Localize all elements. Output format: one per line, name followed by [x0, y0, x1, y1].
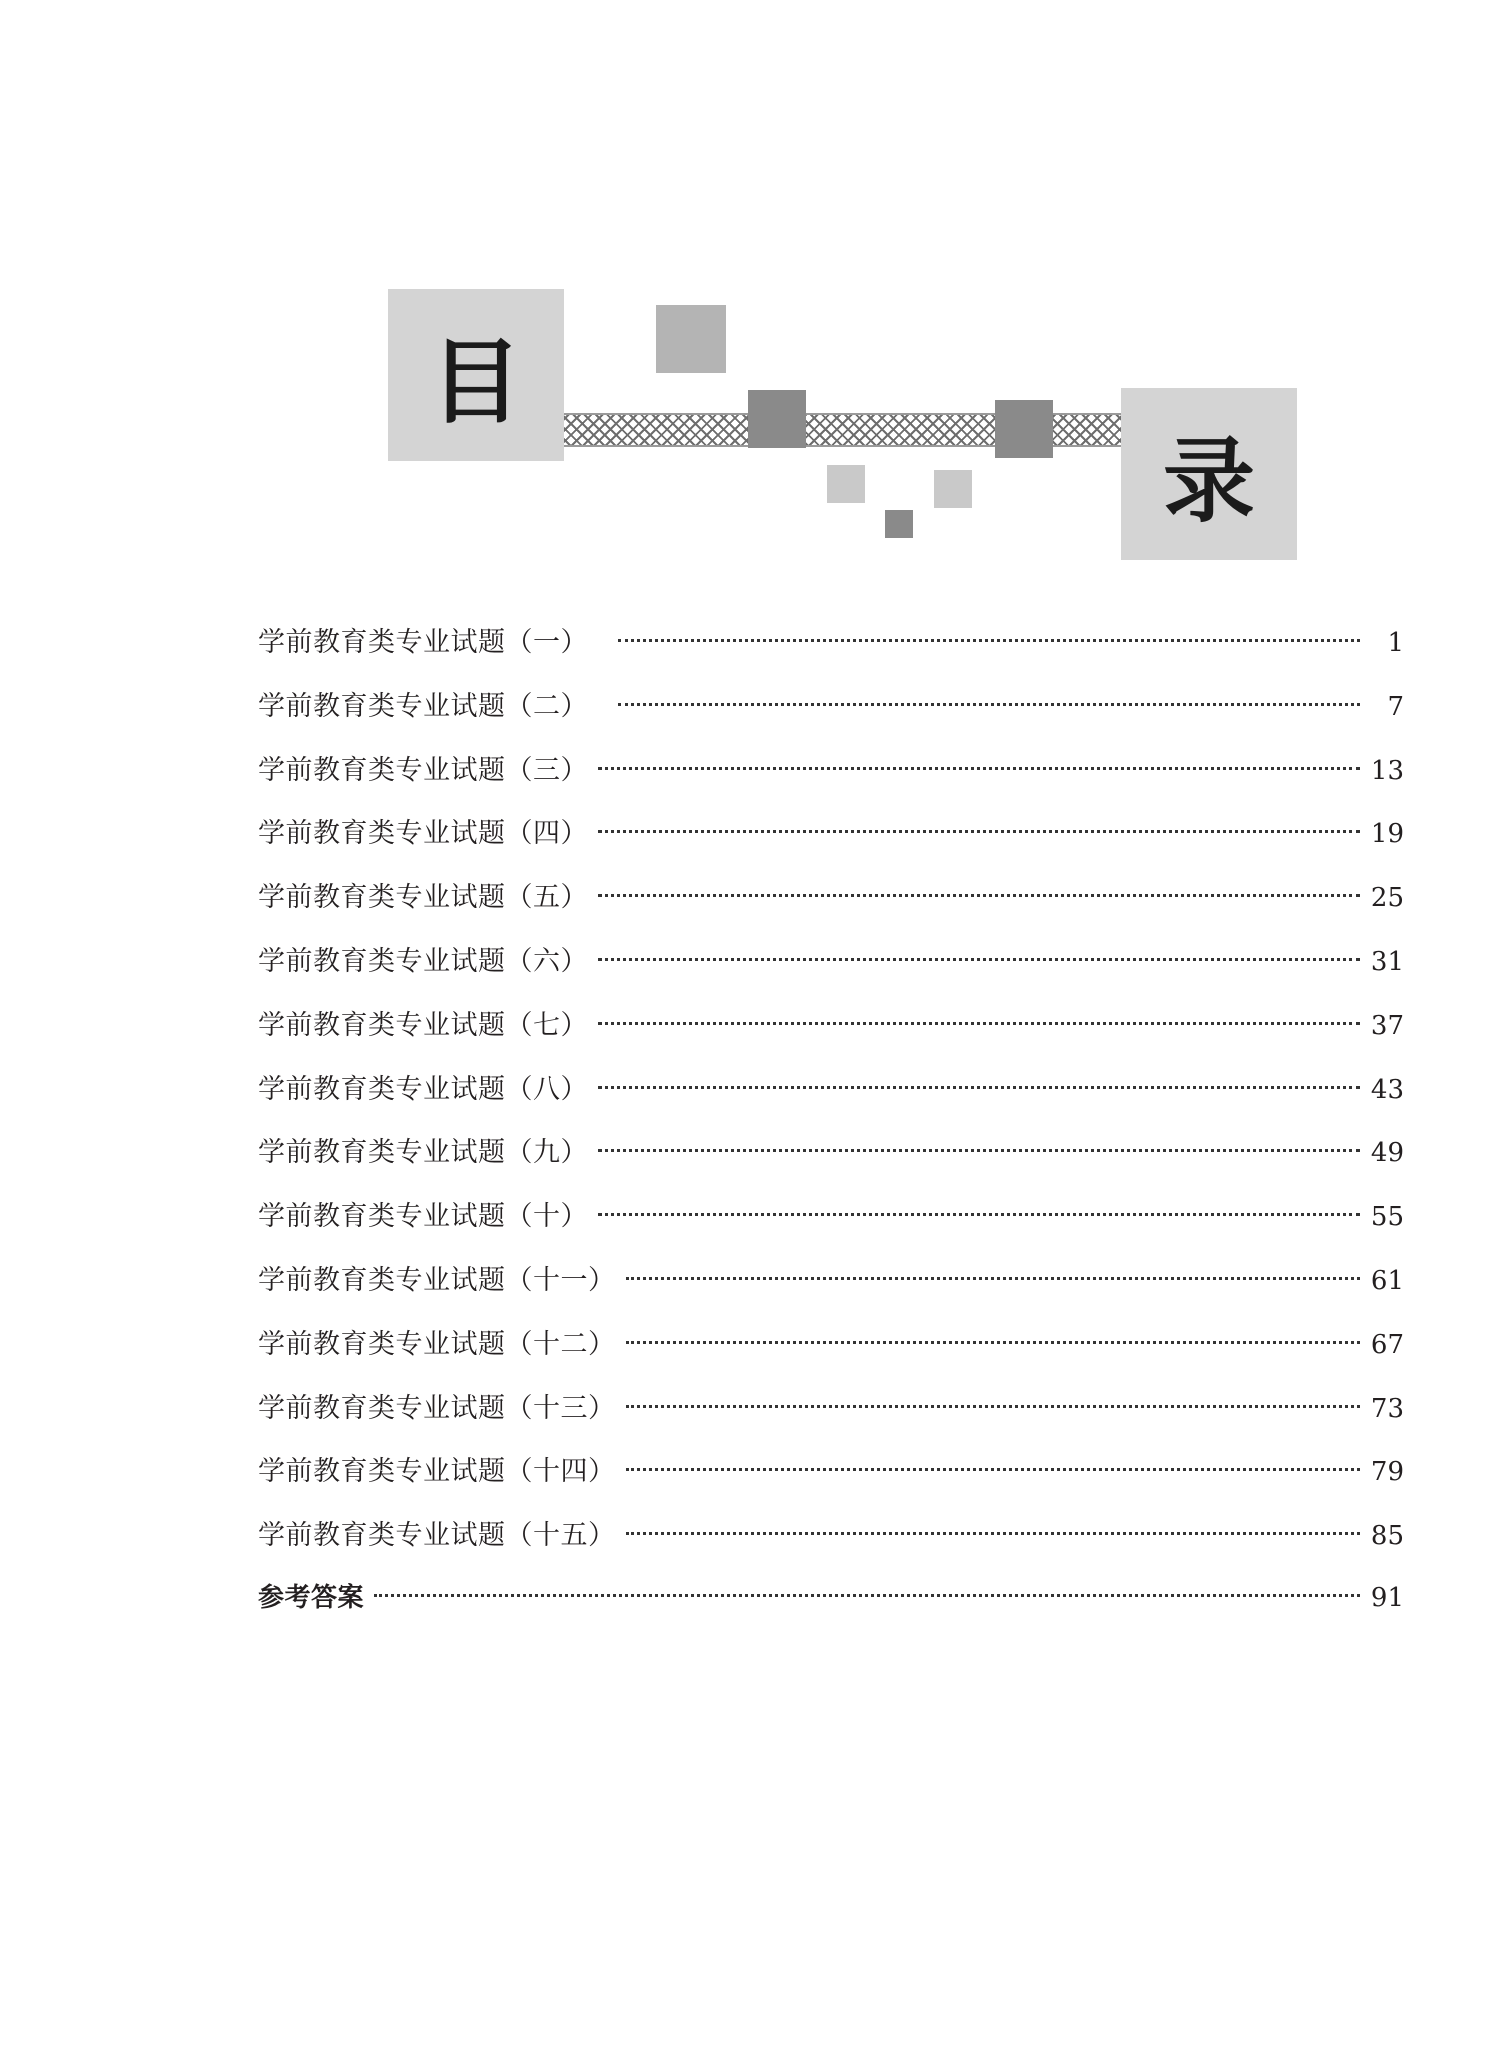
decor-square	[827, 465, 865, 503]
toc-page-number: 19	[1370, 819, 1404, 850]
toc-entry[interactable]	[258, 1322, 1404, 1386]
toc-page-number: 79	[1370, 1457, 1404, 1488]
toc-entry-title: 学前教育类专业试题（十三）	[258, 1392, 616, 1424]
toc-entry-title: 学前教育类专业试题（十二）	[258, 1328, 616, 1360]
dot-leader	[626, 1468, 1361, 1471]
toc-entry[interactable]	[258, 1003, 1404, 1067]
toc-entry-title: 学前教育类专业试题（十四）	[258, 1456, 616, 1488]
toc-entry[interactable]	[258, 1449, 1404, 1513]
toc-page-number: 25	[1370, 883, 1404, 914]
decor-square	[885, 510, 913, 538]
dot-leader	[598, 1022, 1360, 1025]
toc-entry-title: 学前教育类专业试题（三）	[258, 754, 588, 786]
toc-page-number: 49	[1370, 1138, 1404, 1169]
toc-entry[interactable]	[258, 1067, 1404, 1131]
toc-page-number: 13	[1370, 755, 1404, 786]
toc-entry[interactable]	[258, 620, 1404, 684]
toc-entry[interactable]	[258, 939, 1404, 1003]
toc-entry-title: 学前教育类专业试题（九）	[258, 1137, 588, 1169]
toc-page-number: 91	[1370, 1582, 1404, 1613]
toc-page-number: 67	[1370, 1329, 1404, 1360]
toc-page-number: 7	[1387, 691, 1404, 722]
toc-page-number: 43	[1370, 1074, 1404, 1105]
toc-entry[interactable]	[258, 748, 1404, 812]
toc-entry-title: 学前教育类专业试题（二）	[258, 690, 588, 722]
heading-char-1: 目	[388, 289, 564, 461]
toc-page-number: 31	[1370, 946, 1404, 977]
toc-entry-title: 学前教育类专业试题（一）	[258, 627, 588, 658]
toc-entry[interactable]	[258, 1386, 1404, 1450]
toc-entry[interactable]	[258, 811, 1404, 875]
dot-leader	[374, 1594, 1360, 1597]
dot-leader	[598, 958, 1360, 961]
dot-leader	[618, 703, 1360, 706]
dot-leader	[598, 830, 1360, 833]
toc-page-number: 55	[1370, 1202, 1404, 1233]
toc-page-number: 61	[1370, 1265, 1404, 1296]
toc-entry-answers[interactable]	[258, 1577, 1404, 1641]
toc-entry-title: 学前教育类专业试题（六）	[258, 945, 588, 977]
toc-entry[interactable]	[258, 684, 1404, 748]
toc-entry-title: 学前教育类专业试题（十五）	[258, 1520, 616, 1552]
toc-entry[interactable]	[258, 1258, 1404, 1322]
toc-entry[interactable]	[258, 1130, 1404, 1194]
dot-leader	[626, 1341, 1361, 1344]
toc-entry[interactable]	[258, 1513, 1404, 1577]
table-of-contents	[258, 620, 1404, 1641]
dot-leader	[598, 1086, 1360, 1089]
decor-square	[934, 470, 972, 508]
decor-square	[995, 400, 1053, 458]
dot-leader	[626, 1532, 1361, 1535]
toc-entry-title: 学前教育类专业试题（十一）	[258, 1264, 616, 1296]
toc-entry-title: 学前教育类专业试题（四）	[258, 818, 588, 850]
toc-page-number: 73	[1370, 1393, 1404, 1424]
toc-entry-title: 参考答案	[258, 1582, 365, 1613]
dot-leader	[598, 1149, 1360, 1152]
toc-entry-title: 学前教育类专业试题（八）	[258, 1073, 588, 1105]
toc-header-graphic	[0, 0, 1489, 580]
toc-entry-title: 学前教育类专业试题（十）	[258, 1201, 588, 1233]
dot-leader	[598, 894, 1360, 897]
toc-entry-title: 学前教育类专业试题（五）	[258, 882, 588, 914]
dot-leader	[618, 639, 1360, 642]
dot-leader	[598, 1213, 1360, 1216]
toc-page-number: 1	[1387, 628, 1404, 658]
toc-page-number: 37	[1370, 1010, 1404, 1041]
toc-entry[interactable]	[258, 875, 1404, 939]
dot-leader	[626, 1277, 1361, 1280]
dot-leader	[626, 1405, 1361, 1408]
toc-entry-title: 学前教育类专业试题（七）	[258, 1009, 588, 1041]
toc-page-number: 85	[1370, 1521, 1404, 1552]
decor-square	[748, 390, 806, 448]
heading-char-2: 录	[1121, 388, 1297, 560]
decor-square	[656, 305, 726, 373]
toc-entry[interactable]	[258, 1194, 1404, 1258]
dot-leader	[598, 767, 1360, 770]
